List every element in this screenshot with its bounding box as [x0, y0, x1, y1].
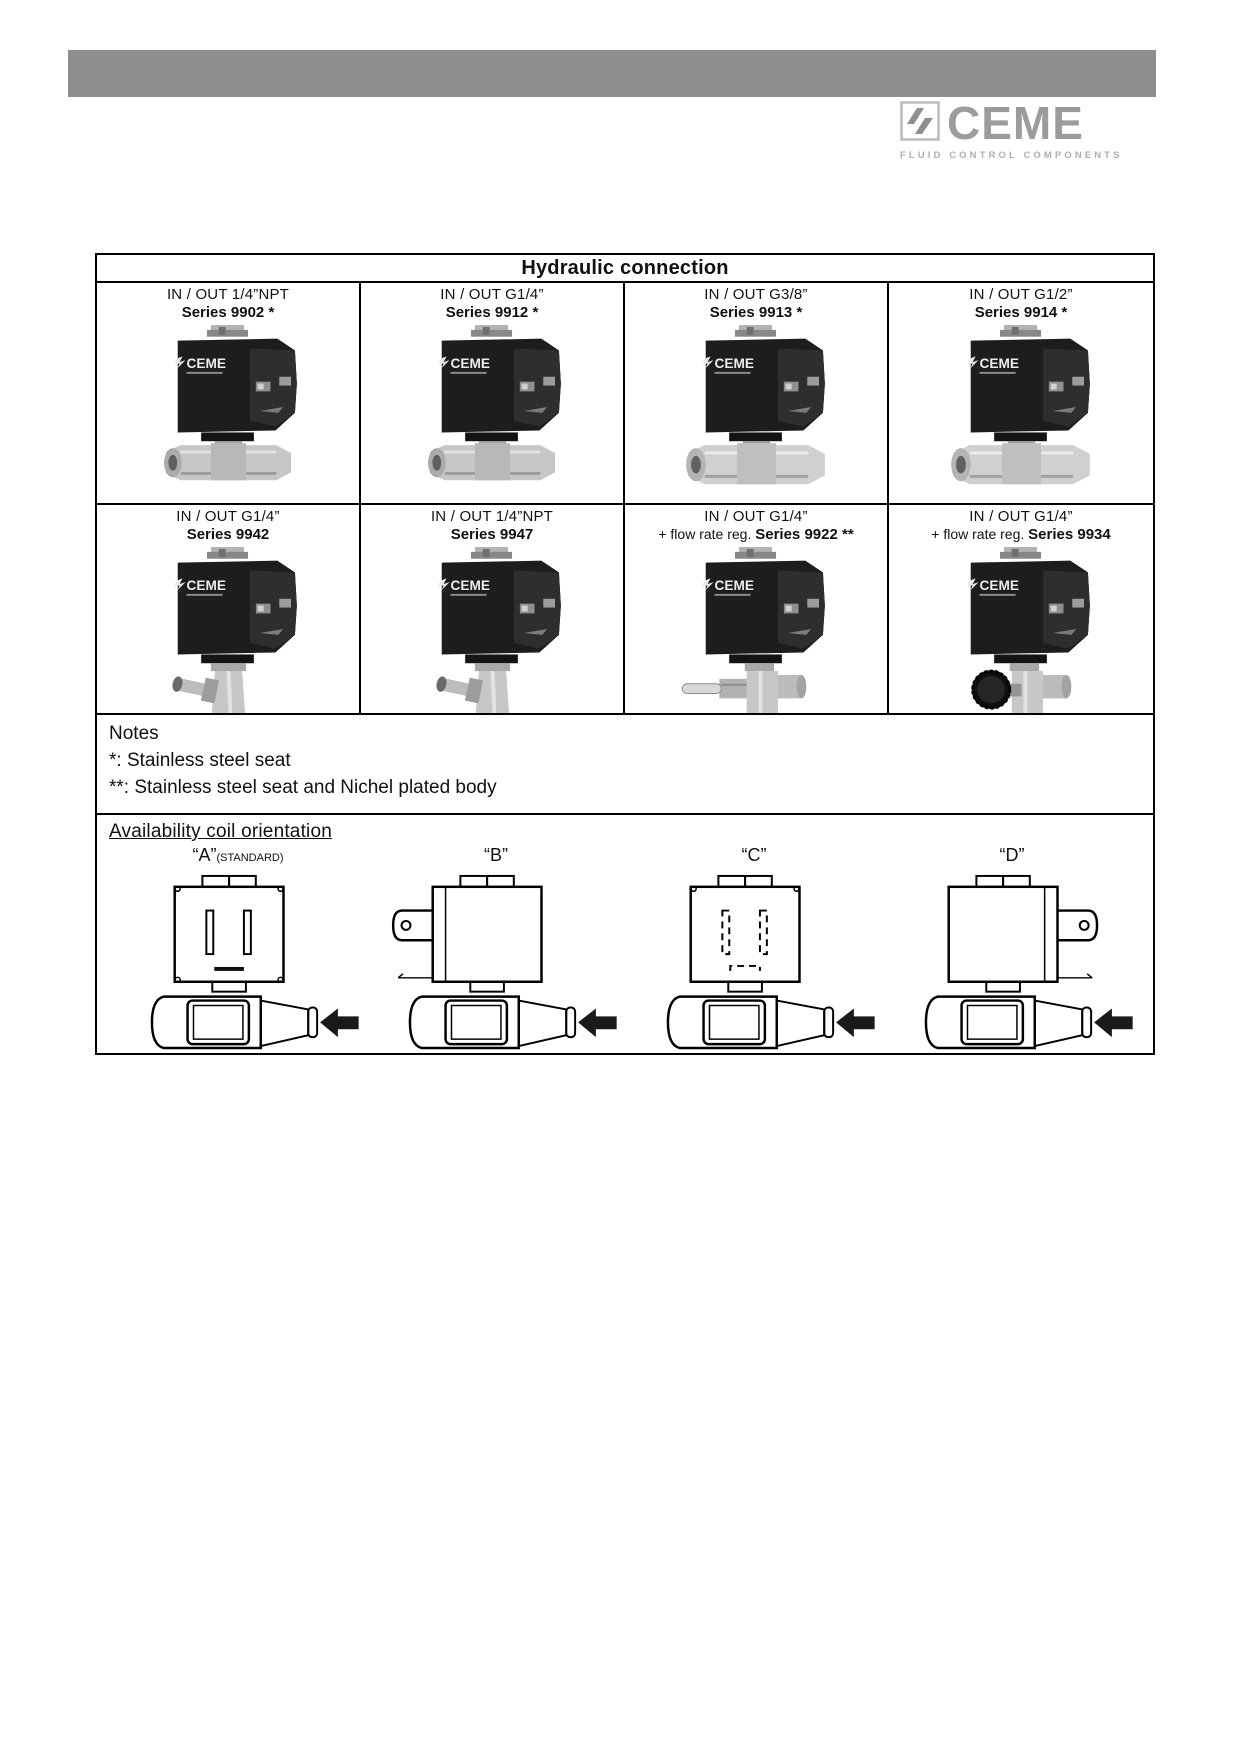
coil-orientation-title: Availability coil orientation — [109, 821, 333, 842]
valve-cell-9913 — [625, 283, 889, 505]
port-label: IN / OUT 1/4”NPT — [166, 286, 290, 303]
coil-drawing — [883, 871, 1141, 1051]
series-label: Series 9934 — [1028, 526, 1111, 543]
valve-cell-9942 — [97, 505, 361, 713]
valve-cell-9922: IN / OUT G1/4” + flow rate reg. Series 9922 ** CEME — [625, 505, 889, 713]
port-label: IN / OUT G1/4” — [704, 508, 808, 525]
port-label: IN / OUT G1/2” — [969, 286, 1073, 303]
svg-text:CEME: CEME — [450, 355, 490, 371]
series-label: Series 9947 — [450, 526, 534, 543]
valve-cell-9912 — [361, 283, 625, 505]
note-line: **: Stainless steel seat and Nichel plated body — [109, 777, 497, 798]
svg-text:CEME: CEME — [450, 577, 490, 593]
coil-orientation-d: “D” — [883, 845, 1141, 1051]
series-label: Series 9914 * — [974, 304, 1068, 321]
port-label: IN / OUT G1/4” — [440, 286, 544, 303]
header-bar — [68, 50, 1156, 97]
valve-cell-9914 — [889, 283, 1153, 505]
notes-box — [97, 713, 1153, 813]
hydraulic-connection-table — [95, 253, 1155, 1055]
valve-photo — [97, 547, 359, 713]
series-label: Series 9942 — [186, 526, 270, 543]
svg-text:CEME: CEME — [714, 355, 754, 371]
series-label: Series 9913 * — [709, 304, 803, 321]
ceme-logo-icon — [900, 101, 940, 146]
coil-orientation-a: “A”(STANDARD) — [109, 845, 367, 1051]
ceme-logo-text: CEME — [947, 97, 1084, 149]
coil-orientation-c: “C” — [625, 845, 883, 1051]
valve-photo — [889, 325, 1153, 493]
valve-cell-9947 — [361, 505, 625, 713]
table-title: Hydraulic connection — [97, 255, 1153, 283]
series-label: Series 9922 ** — [755, 526, 854, 543]
port-label: IN / OUT G3/8” — [704, 286, 808, 303]
coil-drawing — [109, 871, 367, 1051]
svg-text:CEME: CEME — [186, 577, 226, 593]
valve-photo — [625, 547, 887, 713]
valve-cell-9902 — [97, 283, 361, 505]
ceme-logo — [900, 97, 1160, 161]
valve-photo — [361, 547, 623, 713]
valve-photo — [889, 547, 1153, 713]
svg-text:CEME: CEME — [979, 577, 1019, 593]
valve-photo — [97, 325, 359, 493]
coil-drawing — [625, 871, 883, 1051]
note-line: *: Stainless steel seat — [109, 750, 291, 771]
coil-drawing — [367, 871, 625, 1051]
ceme-logo-tagline: FLUID CONTROL COMPONENTS — [900, 150, 1123, 161]
valve-photo — [361, 325, 623, 493]
coil-orientation-box — [97, 813, 1153, 1053]
series-label: Series 9902 * — [181, 304, 275, 321]
svg-text:CEME: CEME — [714, 577, 754, 593]
port-label: IN / OUT G1/4” — [969, 508, 1073, 525]
svg-text:CEME: CEME — [979, 355, 1019, 371]
port-label: IN / OUT G1/4” — [176, 508, 280, 525]
valve-grid — [97, 283, 1153, 713]
port-label: IN / OUT 1/4”NPT — [430, 508, 554, 525]
coil-orientation-b: “B” — [367, 845, 625, 1051]
valve-cell-9934: IN / OUT G1/4” + flow rate reg. Series 9934 CEME — [889, 505, 1153, 713]
notes-title: Notes — [109, 723, 159, 744]
series-label: Series 9912 * — [445, 304, 539, 321]
valve-photo — [625, 325, 887, 493]
svg-text:CEME: CEME — [186, 355, 226, 371]
